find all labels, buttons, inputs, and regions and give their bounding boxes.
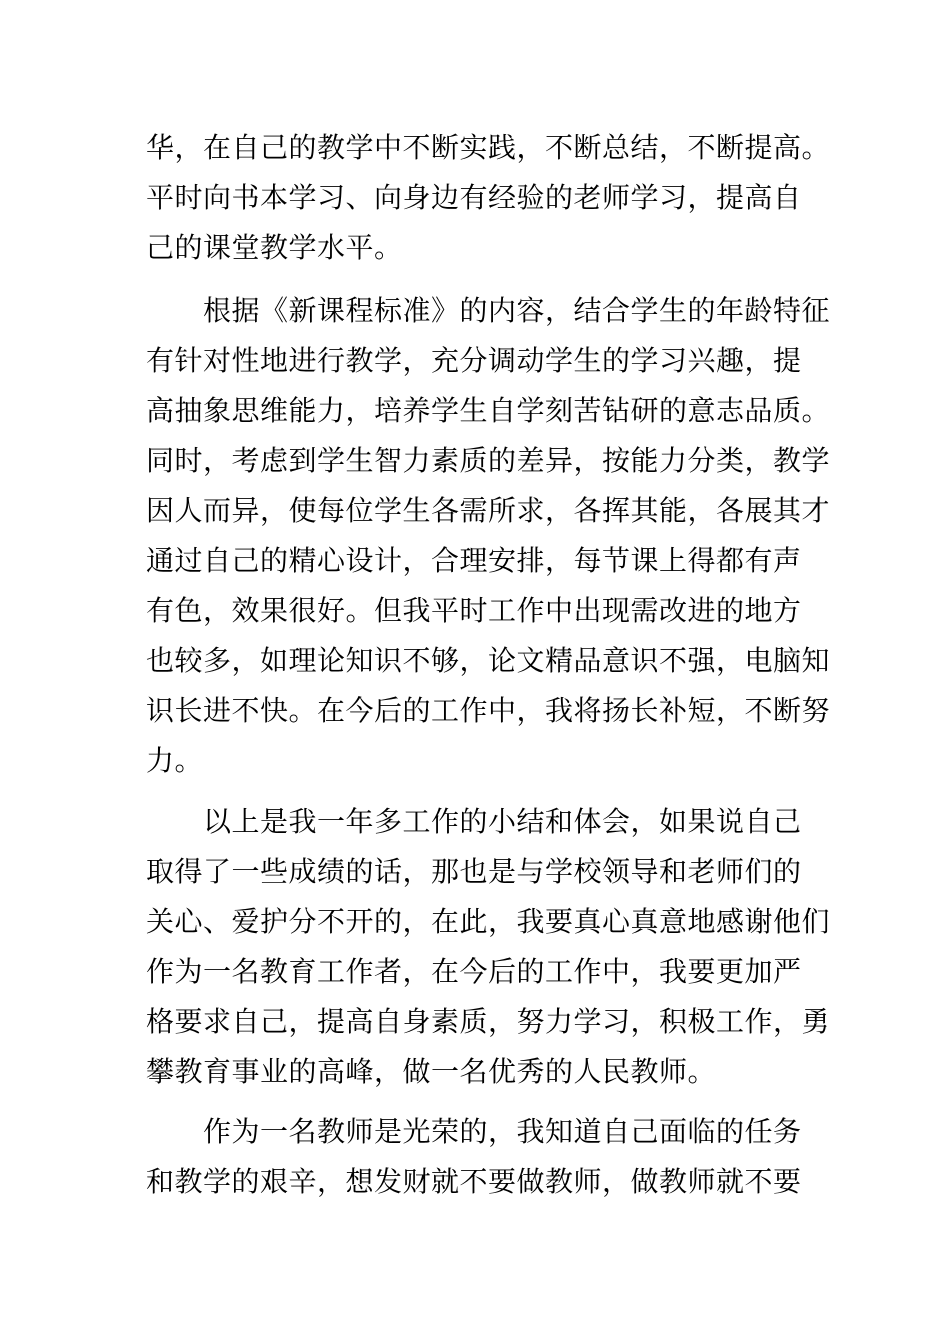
text-line: 识长进不快。在今后的工作中，我将扬长补短，不断努 — [146, 694, 831, 727]
text-line: 作为一名教师是光荣的，我知道自己面临的任务 — [146, 1115, 802, 1148]
paragraph-2 — [146, 286, 831, 786]
text-line: 也较多，如理论知识不够，论文精品意识不强，电脑知 — [146, 644, 831, 677]
text-line: 通过自己的精心设计，合理安排，每节课上得都有声 — [146, 544, 802, 577]
text-line: 华，在自己的教学中不断实践，不断总结，不断提高。 — [146, 131, 831, 164]
text-line: 作为一名教育工作者，在今后的工作中，我要更加严 — [146, 955, 802, 988]
text-line: 取得了一些成绩的话，那也是与学校领导和老师们的 — [146, 855, 802, 888]
text-line: 以上是我一年多工作的小结和体会，如果说自己 — [146, 805, 802, 838]
text-line: 和教学的艰辛，想发财就不要做教师，做教师就不要 — [146, 1165, 802, 1198]
text-line: 关心、爱护分不开的，在此，我要真心真意地感谢他们 — [146, 905, 831, 938]
paragraph-3 — [146, 797, 831, 1097]
text-line: 力。 — [146, 744, 204, 777]
text-line: 同时，考虑到学生智力素质的差异，按能力分类，教学 — [146, 444, 831, 477]
text-line: 己的课堂教学水平。 — [146, 231, 403, 264]
paragraph-1 — [146, 123, 831, 273]
text-line: 平时向书本学习、向身边有经验的老师学习，提高自 — [146, 181, 802, 214]
text-line: 有针对性地进行教学，充分调动学生的学习兴趣，提 — [146, 344, 802, 377]
text-line: 格要求自己，提高自身素质，努力学习，积极工作，勇 — [146, 1005, 831, 1038]
paragraph-4 — [146, 1107, 816, 1207]
text-line: 高抽象思维能力，培养学生自学刻苦钻研的意志品质。 — [146, 394, 831, 427]
text-line: 有色，效果很好。但我平时工作中出现需改进的地方 — [146, 594, 802, 627]
text-line: 攀教育事业的高峰，做一名优秀的人民教师。 — [146, 1055, 717, 1088]
text-line: 因人而异，使每位学生各需所求，各挥其能，各展其才 — [146, 494, 831, 527]
text-line: 根据《新课程标准》的内容，结合学生的年龄特征 — [146, 294, 831, 327]
